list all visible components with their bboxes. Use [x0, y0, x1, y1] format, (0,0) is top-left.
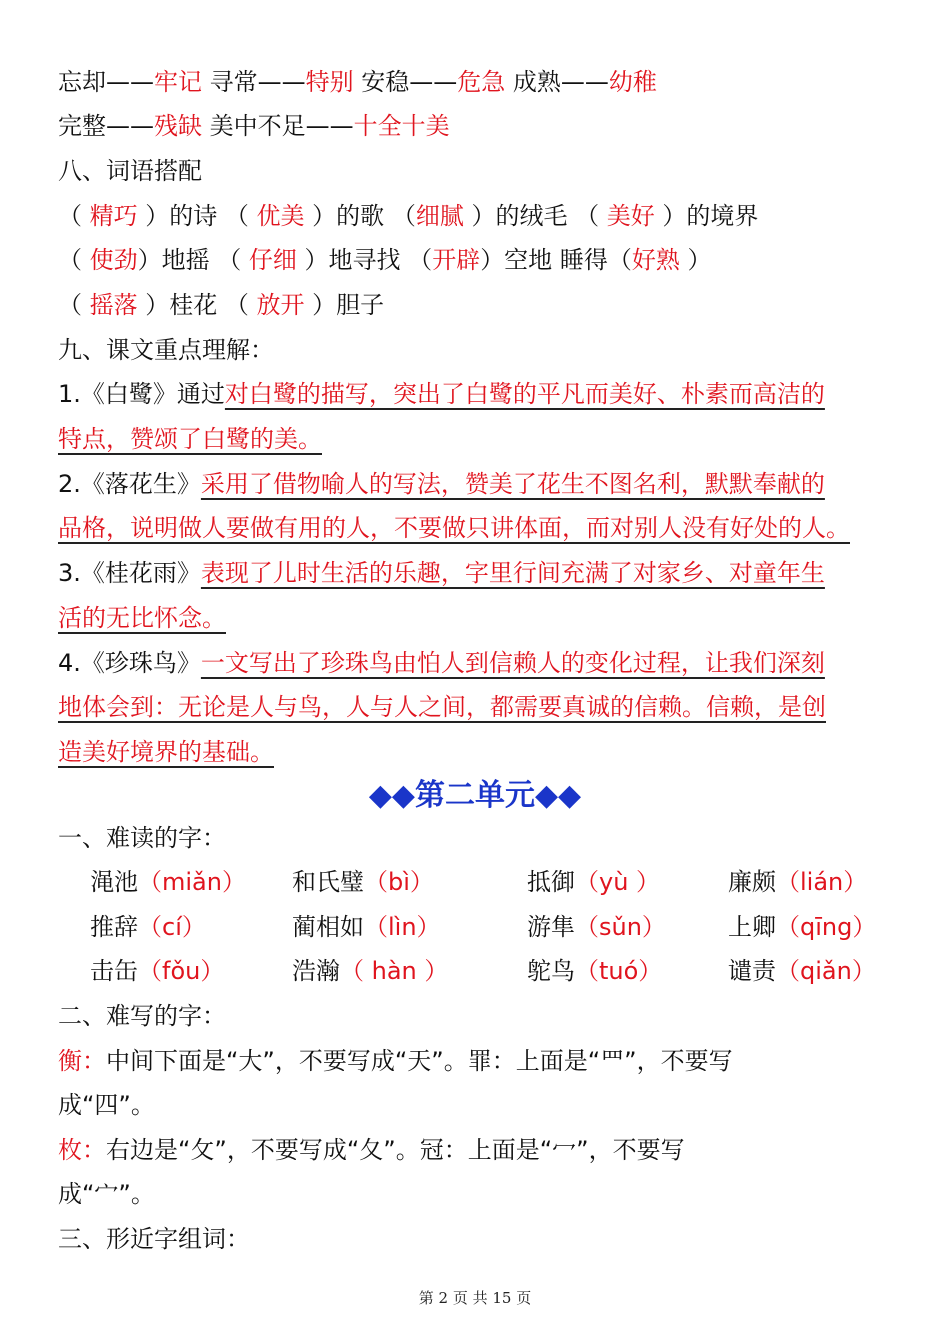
hard-write-heading: 二、难写的字： [58, 1002, 226, 1030]
antonym-word: 忘却 [58, 68, 106, 96]
hard-write-item: 衡：中间下面是“大”，不要写成“天”。罪：上面是“罒”，不要写 [58, 1047, 733, 1075]
document-page: 忘却——牢记 寻常——特别 安稳——危急 成熟——幼稚 完整——残缺 美中不足——十全十美 八、词语搭配 （ 精巧 ）的诗 （ 优美 ）的歌 （细腻 ）的绒毛 （ 美好 ）的境界 （ 使劲）地摇 （ 仔细 ）地寻找 （开辟）空地 睡得（好熟 ） （ 摇落 ）桂花 （ 放开 ）胆子 九、课文重点理解： 1.《白鹭》通过对白鹭的描写，突出了白鹭的平凡而美好、朴素而高洁的 特点，赞颂了白鹭的美。 2.《落花生》采用了借物喻人的写法，赞美了花生不图名利，默默奉献的 品格，说明做人要做有用的人，不要做只讲体面，而对别人没有好处的人。 3.《桂花雨》表现了儿时生活的乐趣，字里行间充满了对家乡、对童年生 活的无比怀念。 4.《珍珠鸟》一文写出了珍珠鸟由怕人到信赖人的变化过程，让我们深刻 地体会到：无论是人与鸟，人与人之间，都需要真诚的信赖。信赖，是创 造美好境界的基础。 ◆◆第二单元◆◆ 一、难读的字： 渑池（miǎn） 和氏璧（bì） 抵御（yù ） 廉颇（lián） 推辞（cí） 蔺相如（lìn） 游隼（sǔn） 上卿（qīng） 击缶（fǒu） 浩瀚（ hàn ） 鸵鸟（tuó） 谴责（qiǎn） 二、难写的字： 衡：中间下面是“大”，不要写成“天”。罪：上面是“罒”，不要写 成“四”。 枚：右边是“攵”，不要写成“夂”。冠：上面是“冖”，不要写 成“宀”。 三、形近字组词： 第 2 页 共 15 页 [0, 0, 950, 1344]
collocation-answer: 优美 [256, 202, 305, 230]
key-point-3: 3.《桂花雨》表现了儿时生活的乐趣，字里行间充满了对家乡、对童年生 [58, 559, 825, 587]
antonym-answer: 危急 [457, 68, 506, 96]
key-point-4: 4.《珍珠鸟》一文写出了珍珠鸟由怕人到信赖人的变化过程，让我们深刻 [58, 649, 825, 677]
collocation-row-2: （ 使劲）地摇 （ 仔细 ）地寻找 （开辟）空地 睡得（好熟 ） [58, 246, 712, 274]
collocation-row-1: （ 精巧 ）的诗 （ 优美 ）的歌 （细腻 ）的绒毛 （ 美好 ）的境界 [58, 202, 759, 230]
hard-write-item-cont: 成“宀”。 [58, 1180, 155, 1208]
key-point-1: 1.《白鹭》通过对白鹭的描写，突出了白鹭的平凡而美好、朴素而高洁的 [58, 380, 825, 408]
collocation-answer: 细腻 [415, 202, 464, 230]
antonym-answer: 残缺 [154, 112, 202, 140]
collocation-answer: 美好 [606, 202, 655, 230]
antonym-word: 安稳 [361, 68, 410, 96]
collocation-answer: 好熟 [631, 246, 680, 274]
section-9-heading: 九、课文重点理解： [58, 336, 274, 364]
collocation-answer: 开辟 [432, 246, 481, 274]
antonym-word: 寻常 [209, 68, 258, 96]
collocation-answer: 放开 [256, 291, 305, 319]
key-point-1-cont: 特点，赞颂了白鹭的美。 [58, 425, 322, 453]
antonym-word: 完整 [58, 112, 106, 140]
antonym-answer: 十全十美 [353, 112, 450, 140]
hard-write-item: 枚：右边是“攵”，不要写成“夂”。冠：上面是“冖”，不要写 [58, 1136, 685, 1164]
antonym-word: 美中不足 [209, 112, 306, 140]
collocation-answer: 仔细 [248, 246, 297, 274]
antonym-row-2: 完整——残缺 美中不足——十全十美 [58, 112, 450, 140]
collocation-answer: 精巧 [89, 202, 138, 230]
antonym-answer: 幼稚 [608, 68, 657, 96]
hard-read-heading: 一、难读的字： [58, 824, 226, 852]
key-point-4-cont: 地体会到：无论是人与鸟，人与人之间，都需要真诚的信赖。信赖，是创 [58, 693, 826, 721]
unit-title: ◆◆第二单元◆◆ [368, 778, 582, 813]
collocation-answer: 摇落 [89, 291, 138, 319]
key-point-4-cont-2: 造美好境界的基础。 [58, 738, 274, 766]
page-footer: 第 2 页 共 15 页 [418, 1289, 532, 1307]
section-8-heading: 八、词语搭配 [58, 157, 202, 185]
similar-chars-heading: 三、形近字组词： [58, 1225, 250, 1253]
collocation-answer: 使劲 [89, 246, 138, 274]
antonym-answer: 特别 [305, 68, 354, 96]
key-point-3-cont: 活的无比怀念。 [58, 604, 226, 632]
antonym-word: 成熟 [512, 68, 561, 96]
antonym-row-1: 忘却——牢记 寻常——特别 安稳——危急 成熟——幼稚 [58, 68, 657, 96]
collocation-row-3: （ 摇落 ）桂花 （ 放开 ）胆子 [58, 291, 385, 319]
antonym-answer: 牢记 [154, 68, 202, 96]
key-point-2-cont: 品格，说明做人要做有用的人，不要做只讲体面，而对别人没有好处的人。 [58, 514, 850, 542]
hard-write-item-cont: 成“四”。 [58, 1091, 155, 1119]
key-point-2: 2.《落花生》采用了借物喻人的写法，赞美了花生不图名利，默默奉献的 [58, 470, 825, 498]
